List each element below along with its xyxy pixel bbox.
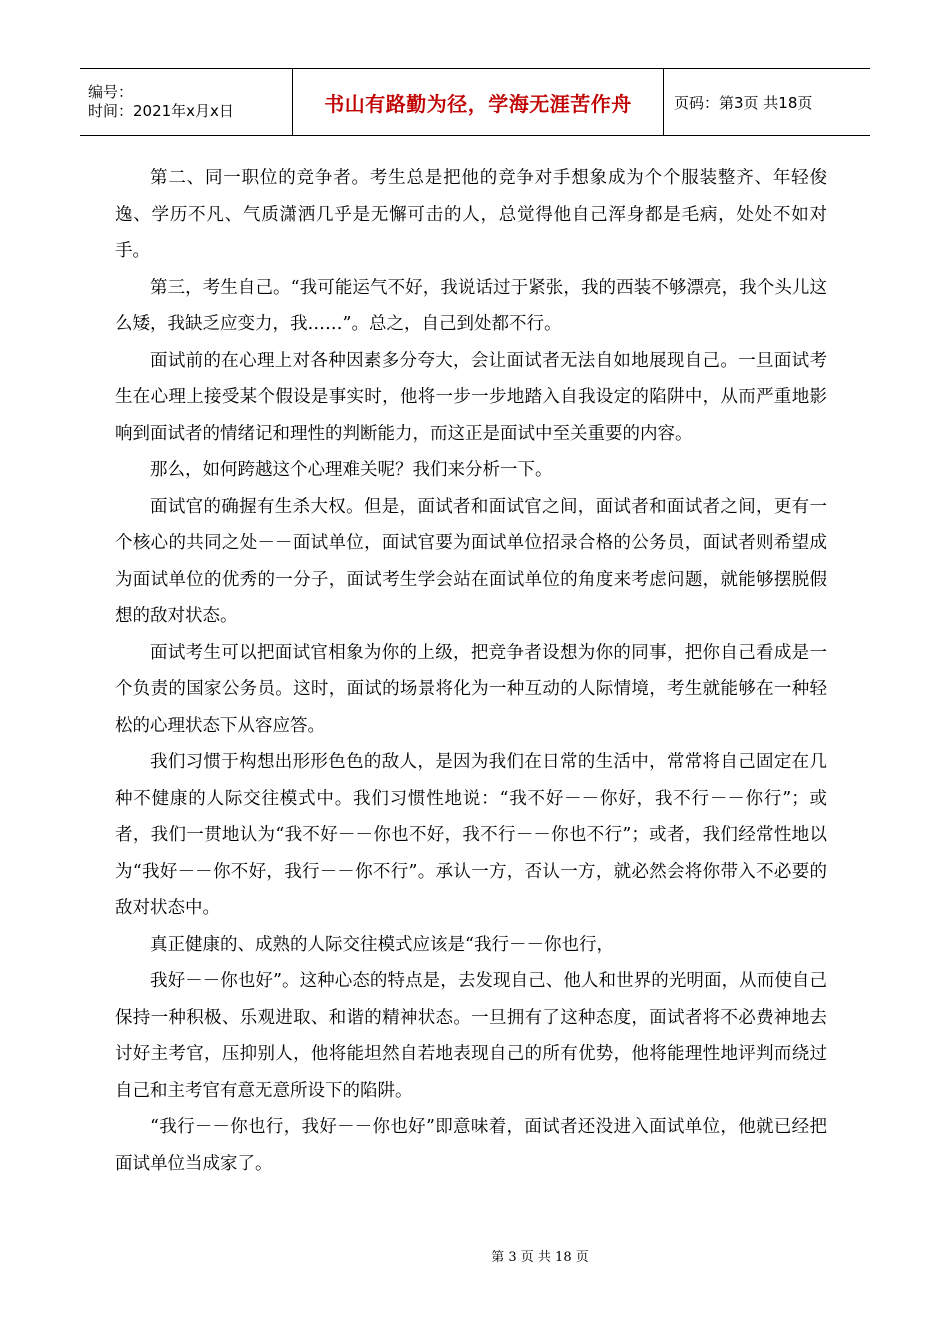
paragraph: 面试官的确握有生杀大权。但是，面试者和面试官之间，面试者和面试者之间，更有一个核心的共同之处－－面试单位，面试官要为面试单位招录合格的公务员，面试者则希望成为面试单位的优秀的一分子，面试考生学会站在面试单位的角度来考虑问题，就能够摆脱假想的敌对状态。 xyxy=(115,496,827,626)
date-label: 时间：2021年x月x日 xyxy=(88,102,234,120)
header-meta-cell xyxy=(80,69,293,136)
paragraph: 我们习惯于构想出形形色色的敌人，是因为我们在日常的生活中，常常将自己固定在几种不健康的人际交往模式中。我们习惯性地说：“我不好－－你好，我不行－－你行”；或者，我们一贯地认为“我不好－－你也不好，我不行－－你也不行”；或者，我们经常性地以为“我好－－你不好，我行－－你不行”。承认一方，否认一方，就必然会将你带入不必要的敌对状态中。 xyxy=(115,752,827,918)
paragraph: 面试考生可以把面试官相象为你的上级，把竞争者设想为你的同事，把你自己看成是一个负责的国家公务员。这时，面试的场景将化为一种互动的人际情境，考生就能够在一种轻松的心理状态下从容应答。 xyxy=(115,642,827,736)
document-body xyxy=(115,160,827,1182)
page-footer: 第 3 页 共 18 页 xyxy=(491,1250,589,1265)
paragraph: 第三，考生自己。“我可能运气不好，我说话过于紧张，我的西装不够漂亮，我个头儿这么矮，我缺乏应变力，我……”。总之，自己到处都不行。 xyxy=(115,277,827,334)
serial-number-label: 编号： xyxy=(88,83,134,101)
motto-text: 书山有路勤为径，学海无涯苦作舟 xyxy=(293,69,664,136)
paragraph: 那么，如何跨越这个心理难关呢？我们来分析一下。 xyxy=(150,460,553,480)
document-header xyxy=(80,68,870,136)
paragraph: “我行－－你也行，我好－－你也好”即意味着，面试者还没进入面试单位，他就已经把面试单位当成家了。 xyxy=(115,1117,827,1174)
page-info-label: 页码：第3页 共18页 xyxy=(664,69,871,136)
paragraph: 真正健康的、成熟的人际交往模式应该是“我行－－你也行， xyxy=(150,934,614,955)
paragraph: 我好－－你也好”。这种心态的特点是，去发现自己、他人和世界的光明面，从而使自己保持一种积极、乐观进取、和谐的精神状态。一旦拥有了这种态度，面试者将不必费神地去讨好主考官，压抑别人，他将能坦然自若地表现自己的所有优势，他将能理性地评判而绕过自己和主考官有意无意所设下的陷阱。 xyxy=(115,971,827,1101)
paragraph: 第二、同一职位的竞争者。考生总是把他的竞争对手想象成为个个服装整齐、年轻俊逸、学历不凡、气质潇洒几乎是无懈可击的人，总觉得他自己浑身都是毛病，处处不如对手。 xyxy=(115,168,827,261)
paragraph: 面试前的在心理上对各种因素多分夸大，会让面试者无法自如地展现自己。一旦面试考生在心理上接受某个假设是事实时，他将一步一步地踏入自我设定的陷阱中，从而严重地影响到面试者的情绪记和理性的判断能力，而这正是面试中至关重要的内容。 xyxy=(115,350,827,444)
